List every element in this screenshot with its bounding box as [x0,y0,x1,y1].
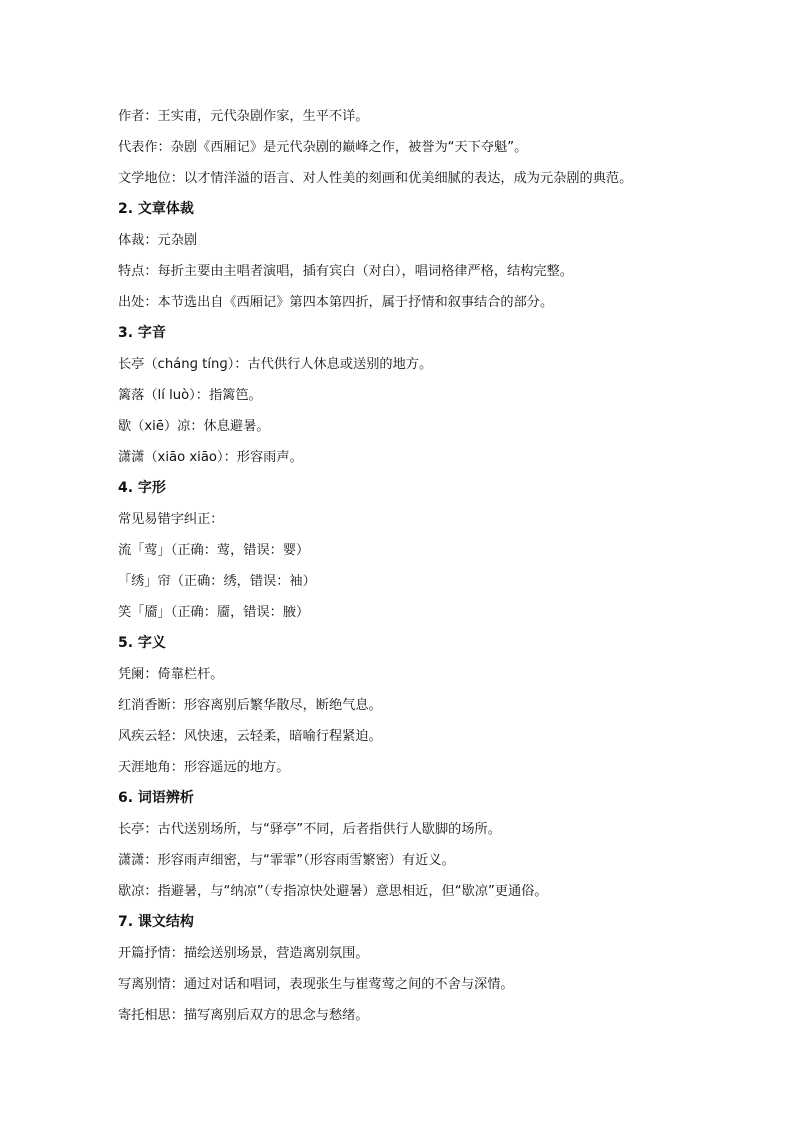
genre-line: 体裁：元杂剧 [118,233,198,248]
meaning-item: 天涯地角：形容遥远的地方。 [118,760,290,775]
document-content [118,101,738,1031]
literary-status-line: 文学地位：以才情洋溢的语言、对人性美的刻画和优美细腻的表达，成为元杂剧的典范。 [118,171,633,186]
pronunciation-item: 歇（xiē）凉：休息避暑。 [118,419,270,434]
masterpiece-line: 代表作：杂剧《西厢记》是元代杂剧的巅峰之作，被誉为“天下夺魁”。 [118,140,528,155]
section-heading-pronunciation: 3. 字音 [118,325,166,341]
section-heading-word-analysis: 6. 词语辨析 [118,790,194,806]
source-line: 出处：本节选出自《西厢记》第四本第四折，属于抒情和叙事结合的部分。 [118,295,554,310]
structure-item: 开篇抒情：描绘送别场景，营造离别氛围。 [118,946,369,961]
author-line: 作者：王实甫，元代杂剧作家，生平不详。 [118,109,369,124]
section-heading-structure: 7. 课文结构 [118,914,194,930]
pronunciation-item: 长亭（chánɡ tínɡ）：古代供行人休息或送别的地方。 [118,357,433,372]
character-form-item: 流「莺」（正确：莺，错误：婴） [118,543,310,558]
character-form-item: 笑「靥」（正确：靥，错误：腋） [118,605,310,620]
section-heading-character-form: 4. 字形 [118,480,166,496]
word-analysis-item: 长亭：古代送别场所，与“驿亭”不同，后者指供行人歇脚的场所。 [118,822,501,837]
pronunciation-item: 篱落（lí luò）：指篱笆。 [118,388,262,403]
character-form-intro: 常见易错字纠正： [118,512,224,527]
features-line: 特点：每折主要由主唱者演唱，插有宾白（对白），唱词格律严格，结构完整。 [118,264,573,279]
section-heading-meaning: 5. 字义 [118,635,166,651]
pronunciation-item: 潇潇（xiāo xiāo）：形容雨声。 [118,450,303,465]
character-form-item: 「绣」帘（正确：绣，错误：袖） [118,574,316,589]
structure-item: 寄托相思：描写离别后双方的思念与愁绪。 [118,1008,369,1023]
word-analysis-item: 歇凉：指避暑，与“纳凉”（专指凉快处避暑）意思相近，但“歇凉”更通俗。 [118,884,548,899]
section-heading-genre: 2. 文章体裁 [118,201,194,217]
meaning-item: 风疾云轻：风快速，云轻柔，暗喻行程紧迫。 [118,729,382,744]
structure-item: 写离别情：通过对话和唱词，表现张生与崔莺莺之间的不舍与深情。 [118,977,514,992]
meaning-item: 红消香断：形容离别后繁华散尽，断绝气息。 [118,698,382,713]
word-analysis-item: 潇潇：形容雨声细密，与“霏霏”（形容雨雪繁密）有近义。 [118,853,455,868]
meaning-item: 凭阑：倚靠栏杆。 [118,667,224,682]
